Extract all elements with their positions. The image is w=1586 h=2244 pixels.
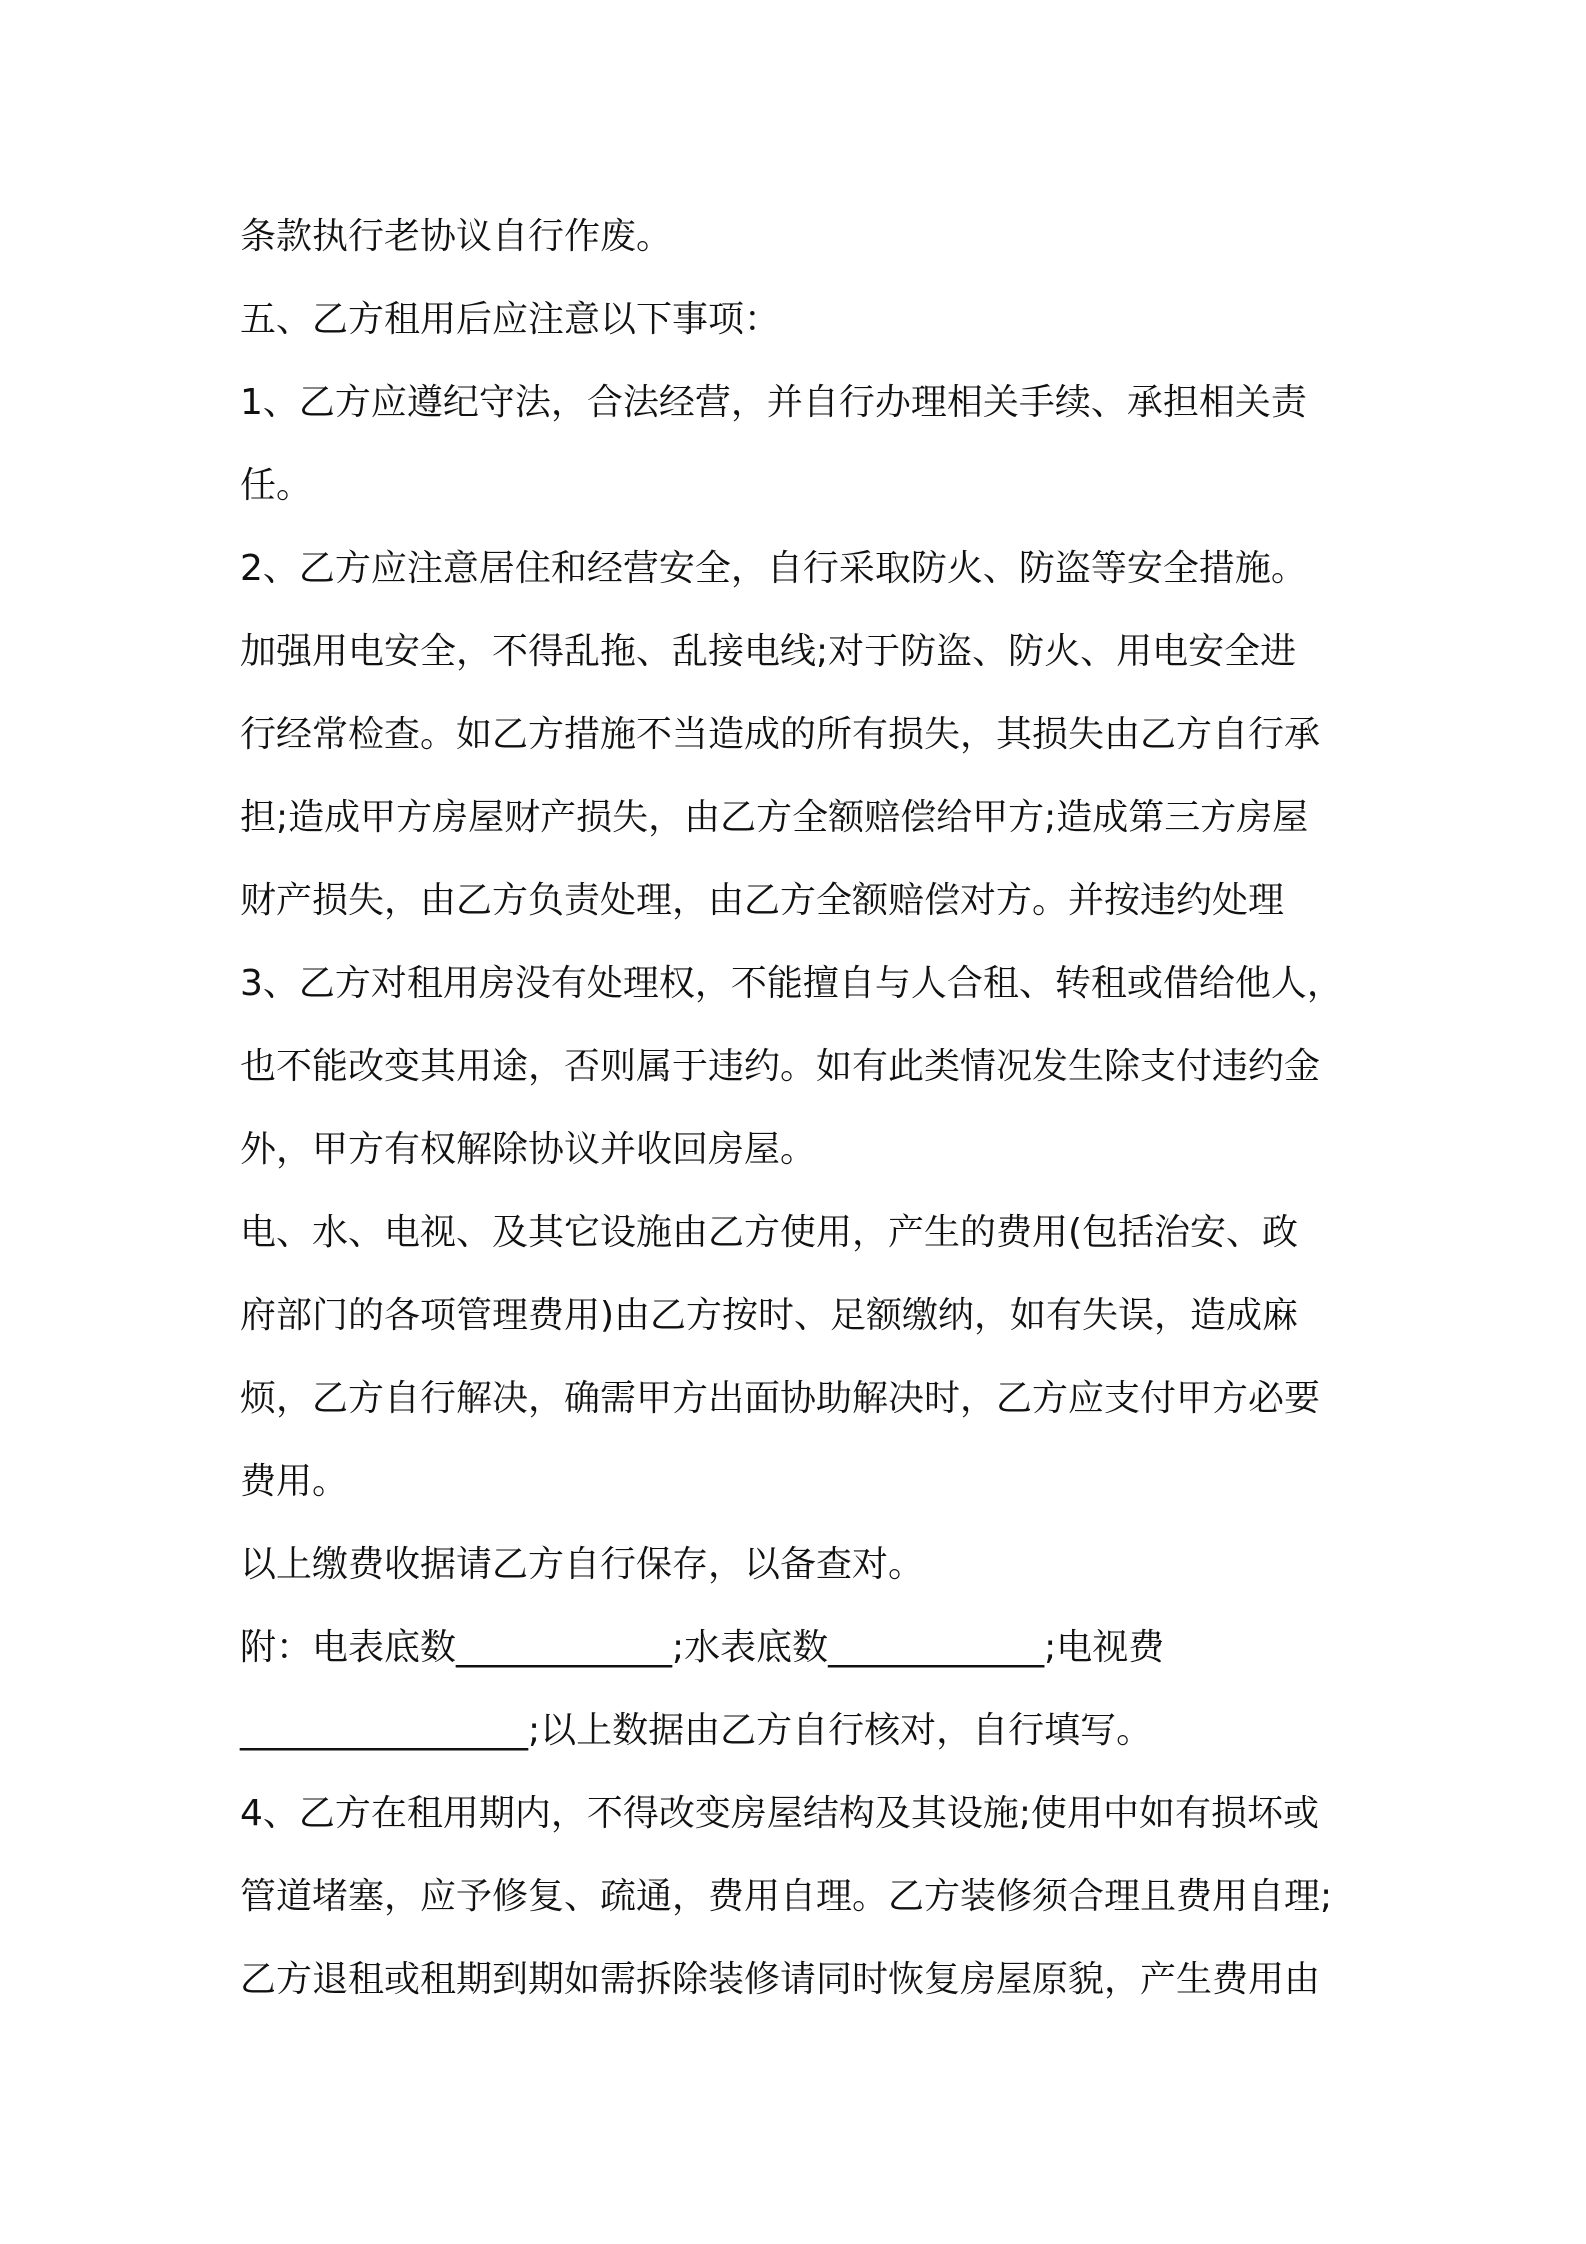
text-line: 2、乙方应注意居住和经营安全，自行采取防火、防盗等安全措施。	[240, 548, 1307, 589]
text-line: 财产损失，由乙方负责处理，由乙方全额赔偿对方。并按违约处理	[240, 880, 1285, 921]
text-line: 3、乙方对租用房没有处理权，不能擅自与人合租、转租或借给他人，	[240, 963, 1343, 1004]
text-line: 管道堵塞，应予修复、疏通，费用自理。乙方装修须合理且费用自理;	[240, 1876, 1333, 1917]
meter-readings-line: ________________;以上数据由乙方自行核对，自行填写。	[240, 1710, 1153, 1751]
text-line: 费用。	[240, 1461, 349, 1502]
text-line: 4、乙方在租用期内，不得改变房屋结构及其设施;使用中如有损坏或	[240, 1793, 1320, 1834]
text-line: 烦，乙方自行解决，确需甲方出面协助解决时，乙方应支付甲方必要	[240, 1378, 1321, 1419]
text-line: 条款执行老协议自行作废。	[240, 216, 673, 257]
text-line: 1、乙方应遵纪守法，合法经营，并自行办理相关手续、承担相关责	[240, 382, 1307, 423]
text-line: 任。	[240, 465, 313, 506]
section-heading: 五、乙方租用后应注意以下事项：	[240, 299, 781, 340]
text-line: 以上缴费收据请乙方自行保存，以备查对。	[240, 1544, 925, 1585]
text-line: 电、水、电视、及其它设施由乙方使用，产生的费用(包括治安、政	[240, 1212, 1299, 1253]
text-line: 府部门的各项管理费用)由乙方按时、足额缴纳，如有失误，造成麻	[240, 1295, 1299, 1336]
text-line: 加强用电安全，不得乱拖、乱接电线;对于防盗、防火、用电安全进	[240, 631, 1297, 672]
text-line: 乙方退租或租期到期如需拆除装修请同时恢复房屋原貌，产生费用由	[240, 1959, 1321, 2000]
document-body	[240, 195, 1360, 2021]
meter-readings-line: 附：电表底数____________;水表底数____________;电视费	[240, 1627, 1165, 1668]
text-line: 担;造成甲方房屋财产损失，由乙方全额赔偿给甲方;造成第三方房屋	[240, 797, 1309, 838]
text-line: 外，甲方有权解除协议并收回房屋。	[240, 1129, 817, 1170]
text-line: 也不能改变其用途，否则属于违约。如有此类情况发生除支付违约金	[240, 1046, 1321, 1087]
text-line: 行经常检查。如乙方措施不当造成的所有损失，其损失由乙方自行承	[240, 714, 1321, 755]
